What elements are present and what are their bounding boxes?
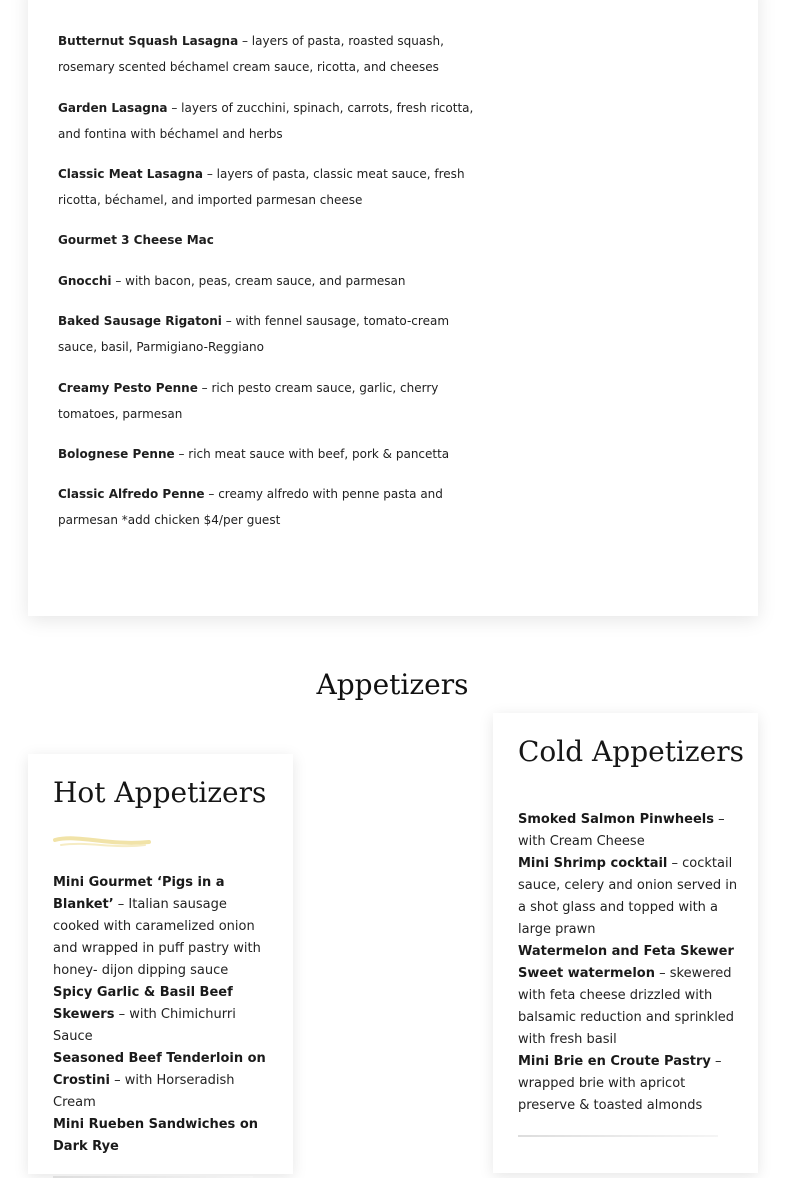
cold-appetizers-list	[518, 809, 738, 1137]
appetizer-desc: – wrapped brie with apricot preserve & toasted almonds	[518, 1054, 722, 1113]
pasta-item-desc: – rich meat sauce with beef, pork & pancetta	[174, 447, 450, 461]
pasta-item-name: Garden Lasagna	[58, 101, 168, 115]
pasta-item	[58, 441, 449, 467]
pasta-item	[58, 268, 406, 294]
pasta-item-desc: – layers of zucchini, spinach, carrots, fresh ricotta, and fontina with béchamel and herbs	[58, 101, 474, 141]
pasta-item-name: Gourmet 3 Cheese Mac	[58, 233, 214, 247]
pasta-item-desc: – creamy alfredo with penne pasta and parmesan *add chicken $4/per guest	[58, 487, 443, 527]
divider	[518, 1135, 718, 1137]
list-item	[518, 1051, 738, 1117]
appetizer-desc: – Italian sausage cooked with caramelized onion and wrapped in puff pastry with honey- dijon dipping sauce	[53, 897, 261, 978]
cold-appetizers-card	[493, 713, 758, 1173]
list-item	[53, 982, 273, 1048]
appetizer-desc: – skewered with feta cheese drizzled with balsamic reduction and sprinkled with fresh basil	[518, 966, 735, 1047]
list-item	[53, 1114, 273, 1158]
appetizer-desc: – with Cream Cheese	[518, 812, 725, 849]
appetizer-desc: – cocktail sauce, celery and onion served in a shot glass and topped with a large prawn	[518, 856, 738, 937]
appetizer-name: Mini Gourmet ‘Pigs in a Blanket’	[53, 875, 225, 912]
pasta-item-name: Classic Meat Lasagna	[58, 167, 204, 181]
pasta-item-name: Bolognese Penne	[58, 447, 175, 461]
pasta-item-desc: – layers of pasta, roasted squash, rosemary scented béchamel cream sauce, ricotta, and cheeses	[58, 34, 444, 74]
pasta-item-desc: – with bacon, peas, cream sauce, and parmesan	[111, 274, 406, 288]
appetizer-desc: – with Chimichurri Sauce	[53, 1007, 236, 1044]
appetizers-heading: Appetizers	[316, 668, 469, 701]
pasta-card	[28, 0, 758, 616]
list-item	[53, 872, 273, 982]
list-item	[518, 941, 738, 1051]
appetizer-name: Spicy Garlic & Basil Beef Skewers	[53, 985, 233, 1022]
pasta-item	[58, 481, 483, 533]
pasta-item-desc: – layers of pasta, classic meat sauce, fresh ricotta, béchamel, and imported parmesan cheese	[58, 167, 465, 207]
list-item	[53, 1048, 273, 1114]
appetizer-desc: – with Horseradish Cream	[53, 1073, 235, 1110]
pasta-item	[58, 28, 483, 80]
hot-appetizers-card	[28, 754, 293, 1174]
hot-appetizers-list	[53, 872, 273, 1178]
pasta-item-name: Creamy Pesto Penne	[58, 381, 198, 395]
appetizer-name: Watermelon and Feta Skewer Sweet watermelon	[518, 944, 734, 981]
pasta-item	[58, 227, 214, 253]
pasta-item	[58, 161, 483, 213]
appetizer-name: Mini Shrimp cocktail	[518, 856, 668, 871]
pasta-item-name: Gnocchi	[58, 274, 112, 288]
pasta-item-name: Butternut Squash Lasagna	[58, 34, 239, 48]
cold-appetizers-title: Cold Appetizers	[518, 735, 744, 768]
list-item	[518, 853, 738, 941]
pasta-item-name: Classic Alfredo Penne	[58, 487, 205, 501]
pasta-item-name: Baked Sausage Rigatoni	[58, 314, 222, 328]
pasta-item	[58, 375, 483, 427]
decorative-swash-icon	[53, 832, 153, 852]
appetizer-name: Seasoned Beef Tenderloin on Crostini	[53, 1051, 266, 1088]
pasta-item-desc: – with fennel sausage, tomato-cream sauce, basil, Parmigiano-Reggiano	[58, 314, 450, 354]
appetizer-name: Mini Brie en Croute Pastry	[518, 1054, 711, 1069]
appetizer-name: Mini Rueben Sandwiches on Dark Rye	[53, 1117, 259, 1154]
list-item	[518, 809, 738, 853]
pasta-item	[58, 308, 483, 360]
appetizer-name: Smoked Salmon Pinwheels	[518, 812, 714, 827]
pasta-item-desc: – rich pesto cream sauce, garlic, cherry tomatoes, parmesan	[58, 381, 439, 421]
hot-appetizers-title: Hot Appetizers	[53, 776, 267, 809]
pasta-item	[58, 95, 483, 147]
